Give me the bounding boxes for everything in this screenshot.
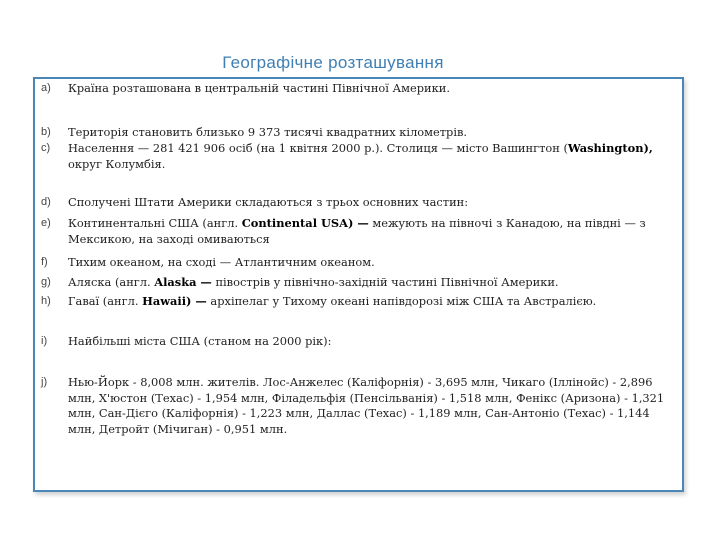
page-title: Географічне розташування — [222, 53, 444, 72]
